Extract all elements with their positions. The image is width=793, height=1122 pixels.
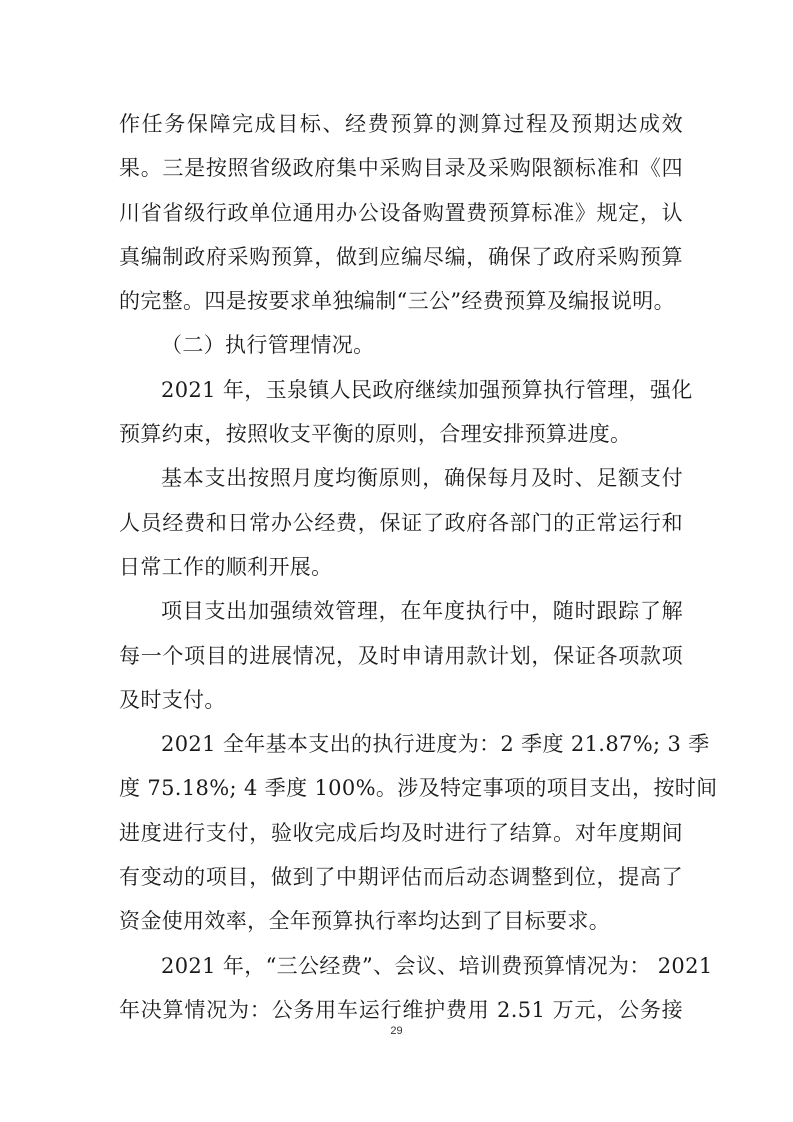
paragraph-three-public-expenses [119,944,713,1033]
paragraph-procurement [119,102,683,323]
text-line: 每一个项目的进展情况，及时申请用款计划，保证各项款项 [119,643,683,668]
text-line: 川省省级行政单位通用办公设备购置费预算标准》规定，认 [119,200,683,225]
text-line: 真编制政府采购预算，做到应编尽编，确保了政府采购预算 [119,244,683,269]
text-line: 作任务保障完成目标、经费预算的测算过程及预期达成效 [119,112,683,136]
text-line: 预算约束，按照收支平衡的原则，合理安排预算进度。 [119,422,632,447]
text-line: 项目支出加强绩效管理，在年度执行中，随时跟踪了解 [161,599,683,624]
text-line: 日常工作的顺利开展。 [119,554,333,579]
text-line: 年决算情况为：公务用车运行维护费用 2.51 万元，公务接 [119,997,683,1022]
paragraph-budget-execution [119,368,693,457]
text-line: 资金使用效率，全年预算执行率均达到了目标要求。 [119,909,611,934]
text-line: 及时支付。 [119,687,226,712]
paragraph-project-expenditure [119,589,683,722]
paragraph-execution-progress [119,722,718,943]
page-number: 29 [390,1025,403,1037]
text-line: 进度进行支付，验收完成后均及时进行了结算。对年度期间 [119,820,683,845]
text-line: 有变动的项目，做到了中期评估而后动态调整到位，提高了 [119,865,683,890]
text-line: 2021 年，“三公经费”、会议、培训费预算情况为： 2021 [161,953,713,978]
text-line: 人员经费和日常办公经费，保证了政府各部门的正常运行和 [119,510,683,535]
heading-execution-management: （二）执行管理情况。 [161,333,375,358]
text-line: 的完整。四是按要求单独编制“三公”经费预算及编报说明。 [119,289,675,314]
text-line: 2021 全年基本支出的执行进度为：2 季度 21.87%; 3 季 [161,732,710,757]
text-line: 基本支出按照月度均衡原则，确保每月及时、足额支付 [161,466,683,491]
body-text [119,102,718,1032]
section-heading [119,323,683,367]
text-line: 果。三是按照省级政府集中采购目录及采购限额标准和《四 [119,156,683,181]
text-line: 度 75.18%; 4 季度 100%。涉及特定事项的项目支出，按时间 [119,776,718,801]
paragraph-basic-expenditure [119,456,683,589]
text-line: 2021 年，玉泉镇人民政府继续加强预算执行管理，强化 [161,377,693,402]
